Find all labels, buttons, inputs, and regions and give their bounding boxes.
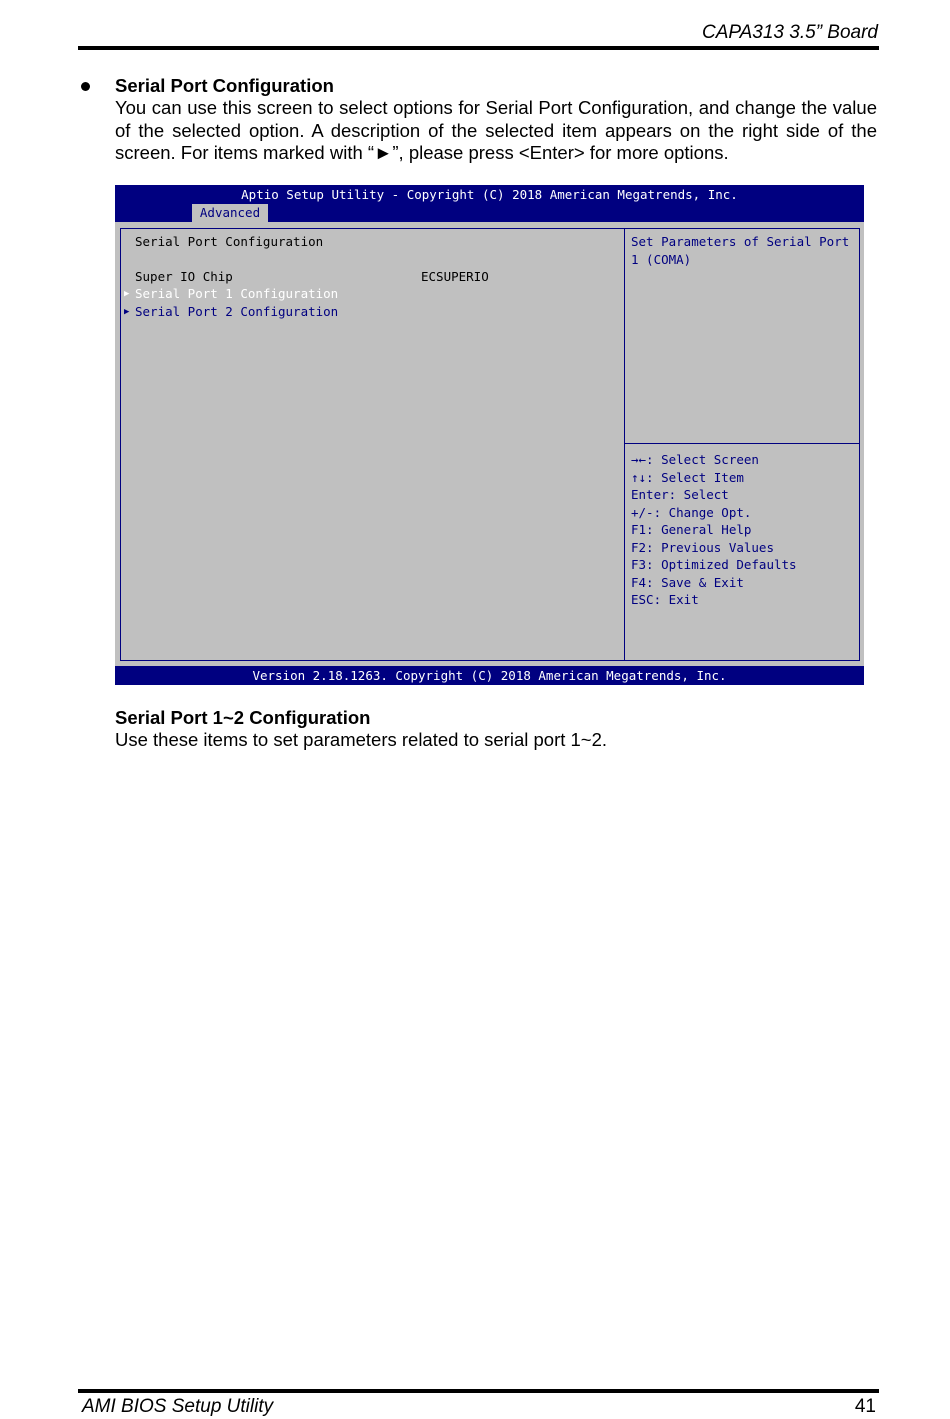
key-help-esc: ESC: Exit bbox=[631, 592, 699, 607]
section-body: You can use this screen to select options for Serial Port Configuration, and change the value of the selected option. A description of the selected item appears on the right side of the screen. For items marked with “►”, please press <Enter> for more options. bbox=[115, 97, 877, 163]
menu-item-serial-port-1[interactable]: Serial Port 1 Configuration bbox=[135, 286, 339, 301]
subsection-body: Use these items to set parameters related to serial port 1~2. bbox=[115, 729, 608, 750]
super-io-value: ECSUPERIO bbox=[421, 269, 489, 284]
bios-panel-divider bbox=[624, 228, 625, 661]
key-help-f1: F1: General Help bbox=[631, 522, 752, 537]
bullet-icon bbox=[81, 82, 90, 91]
bios-title: Aptio Setup Utility - Copyright (C) 2018 American Megatrends, Inc. bbox=[241, 187, 738, 202]
super-io-label: Super IO Chip bbox=[135, 269, 233, 284]
key-help-select-item: ↑↓: Select Item bbox=[631, 470, 744, 485]
key-help-enter: Enter: Select bbox=[631, 487, 729, 502]
tab-advanced[interactable]: Advanced bbox=[192, 204, 268, 222]
help-text-line1: Set Parameters of Serial Port bbox=[631, 234, 850, 249]
document-header-title: CAPA313 3.5” Board bbox=[701, 22, 878, 43]
header-rule bbox=[78, 46, 879, 50]
key-help-f2: F2: Previous Values bbox=[631, 540, 774, 555]
submenu-arrow-icon: ▶ bbox=[124, 307, 130, 317]
bios-version-bar: Version 2.18.1263. Copyright (C) 2018 American Megatrends, Inc. bbox=[115, 666, 864, 685]
footer-rule bbox=[78, 1389, 879, 1393]
key-help-f4: F4: Save & Exit bbox=[631, 575, 744, 590]
key-help-change-opt: +/-: Change Opt. bbox=[631, 505, 752, 520]
subsection-heading: Serial Port 1~2 Configuration bbox=[115, 707, 371, 728]
footer-title: AMI BIOS Setup Utility bbox=[82, 1396, 274, 1417]
bios-screenshot bbox=[115, 185, 864, 685]
section-heading: Serial Port Configuration bbox=[115, 75, 334, 96]
menu-item-serial-port-2[interactable]: Serial Port 2 Configuration bbox=[135, 304, 339, 319]
page-number: 41 bbox=[854, 1396, 876, 1417]
key-help-select-screen: →←: Select Screen bbox=[631, 452, 759, 467]
bios-help-divider bbox=[625, 443, 859, 444]
submenu-arrow-icon: ▶ bbox=[124, 289, 130, 299]
key-help-f3: F3: Optimized Defaults bbox=[631, 557, 797, 572]
bios-page-title: Serial Port Configuration bbox=[135, 234, 324, 249]
help-text-line2: 1 (COMA) bbox=[631, 252, 692, 267]
